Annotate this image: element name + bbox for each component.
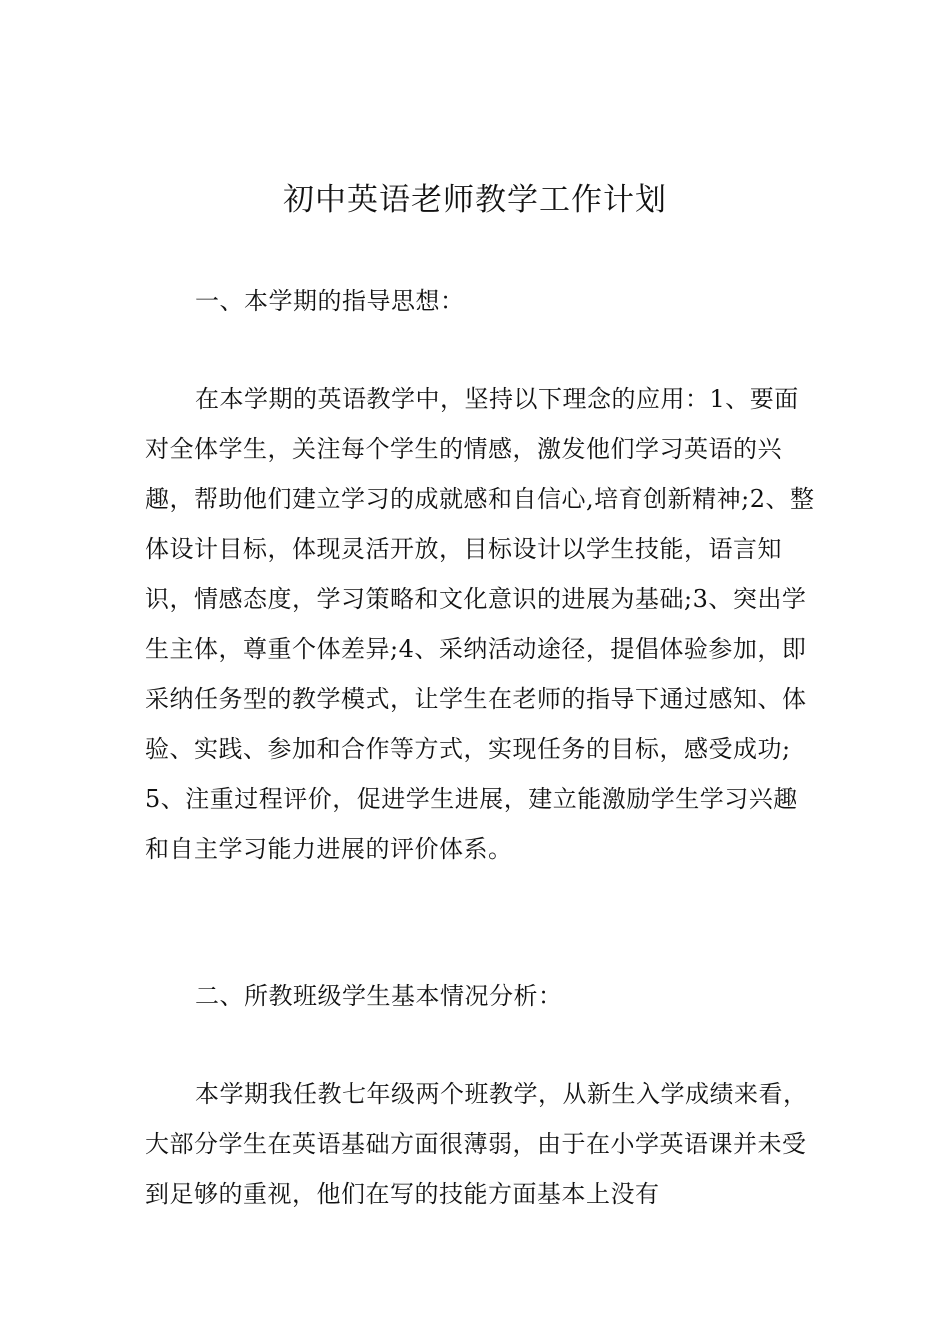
- section-paragraph-student-analysis: 本学期我任教七年级两个班教学，从新生入学成绩来看，大部分学生在英语基础方面很薄弱，由于在小学英语课并未受到足够的重视，他们在写的技能方面基本上没有: [145, 1080, 808, 1208]
- section-heading-student-analysis: 二、所教班级学生基本情况分析：: [195, 982, 563, 1010]
- section-heading-guiding-thought: 一、本学期的指导思想：: [195, 287, 465, 315]
- document-title: 初中英语老师教学工作计划: [283, 182, 667, 218]
- section-paragraph-guiding-thought: 在本学期的英语教学中，坚持以下理念的应用：1、要面对全体学生，关注每个学生的情感，激发他们学习英语的兴趣，帮助他们建立学习的成就感和自信心,培育创新精神;2、整体设计目标，体现灵活开放，目标设计以学生技能，语言知识，情感态度，学习策略和文化意识的进展为基础;3、突出学生主体，尊重个体差异;4、采纳活动途径，提倡体验参加，即采纳任务型的教学模式，让学生在老师的指导下通过感知、体验、实践、参加和合作等方式，实现任务的目标，感受成功;5、注重过程评价，促进学生进展，建立能激励学生学习兴趣和自主学习能力进展的评价体系。: [145, 385, 815, 863]
